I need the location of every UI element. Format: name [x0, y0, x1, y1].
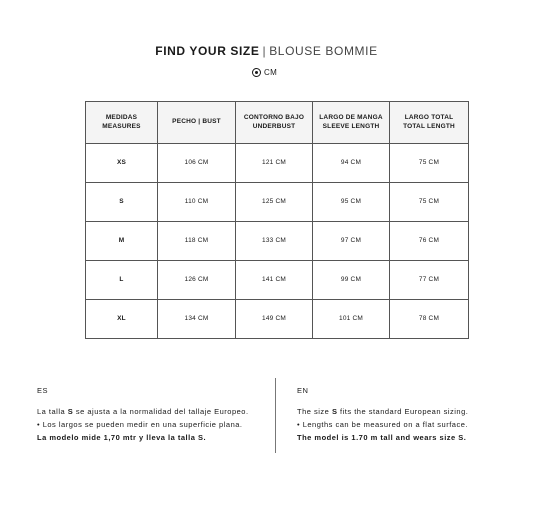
unit-toggle-cm[interactable]: [252, 68, 277, 77]
size-cell: M: [86, 222, 158, 261]
table-row: [86, 300, 469, 339]
sleeve-cell: 95 CM: [313, 183, 390, 222]
length-cell: 78 CM: [390, 300, 469, 339]
header-sleeve-length: LARGO DE MANGA SLEEVE LENGTH: [313, 102, 390, 144]
size-guide-title: [0, 44, 533, 58]
sleeve-cell: 97 CM: [313, 222, 390, 261]
column-divider: [275, 378, 276, 453]
sleeve-cell: 99 CM: [313, 261, 390, 300]
table-row: [86, 183, 469, 222]
title-find-your-size: FIND YOUR SIZE: [155, 44, 260, 58]
size-table: [85, 101, 469, 339]
note-model-es: La modelo mide 1,70 mtr y lleva la talla S.: [37, 433, 207, 442]
table-row: [86, 144, 469, 183]
notes-spanish: [37, 386, 277, 446]
sleeve-cell: 101 CM: [313, 300, 390, 339]
table-row: [86, 222, 469, 261]
size-cell: XS: [86, 144, 158, 183]
size-cell: S: [86, 183, 158, 222]
notes-english: [297, 386, 533, 446]
header-bust: PECHO | BUST: [158, 102, 236, 144]
note-measure-es: • Los largos se pueden medir en una superficie plana.: [37, 420, 243, 429]
underbust-cell: 133 CM: [236, 222, 313, 261]
radio-selected-icon[interactable]: [252, 68, 261, 77]
size-cell: XL: [86, 300, 158, 339]
underbust-cell: 121 CM: [236, 144, 313, 183]
bust-cell: 118 CM: [158, 222, 236, 261]
underbust-cell: 141 CM: [236, 261, 313, 300]
table-row: [86, 261, 469, 300]
note-measure-en: • Lengths can be measured on a flat surface.: [297, 420, 468, 429]
sleeve-cell: 94 CM: [313, 144, 390, 183]
bust-cell: 106 CM: [158, 144, 236, 183]
unit-label: CM: [264, 68, 278, 77]
underbust-cell: 149 CM: [236, 300, 313, 339]
header-underbust: CONTORNO BAJO UNDERBUST: [236, 102, 313, 144]
title-separator: |: [262, 44, 267, 58]
length-cell: 76 CM: [390, 222, 469, 261]
length-cell: 75 CM: [390, 183, 469, 222]
bust-cell: 134 CM: [158, 300, 236, 339]
size-cell: L: [86, 261, 158, 300]
note-sizing-es: La talla S se ajusta a la normalidad del tallaje Europeo.: [37, 407, 249, 416]
note-sizing-en: The size S fits the standard European sizing.: [297, 407, 469, 416]
header-measures: MEDIDAS MEASURES: [86, 102, 158, 144]
lang-label-es: ES: [37, 386, 49, 395]
note-model-en: The model is 1.70 m tall and wears size S.: [297, 433, 467, 442]
length-cell: 75 CM: [390, 144, 469, 183]
underbust-cell: 125 CM: [236, 183, 313, 222]
bust-cell: 110 CM: [158, 183, 236, 222]
table-header-row: [86, 102, 469, 144]
product-name: BLOUSE BOMMIE: [269, 44, 378, 58]
header-total-length: LARGO TOTAL TOTAL LENGTH: [390, 102, 469, 144]
length-cell: 77 CM: [390, 261, 469, 300]
lang-label-en: EN: [297, 386, 309, 395]
bust-cell: 126 CM: [158, 261, 236, 300]
